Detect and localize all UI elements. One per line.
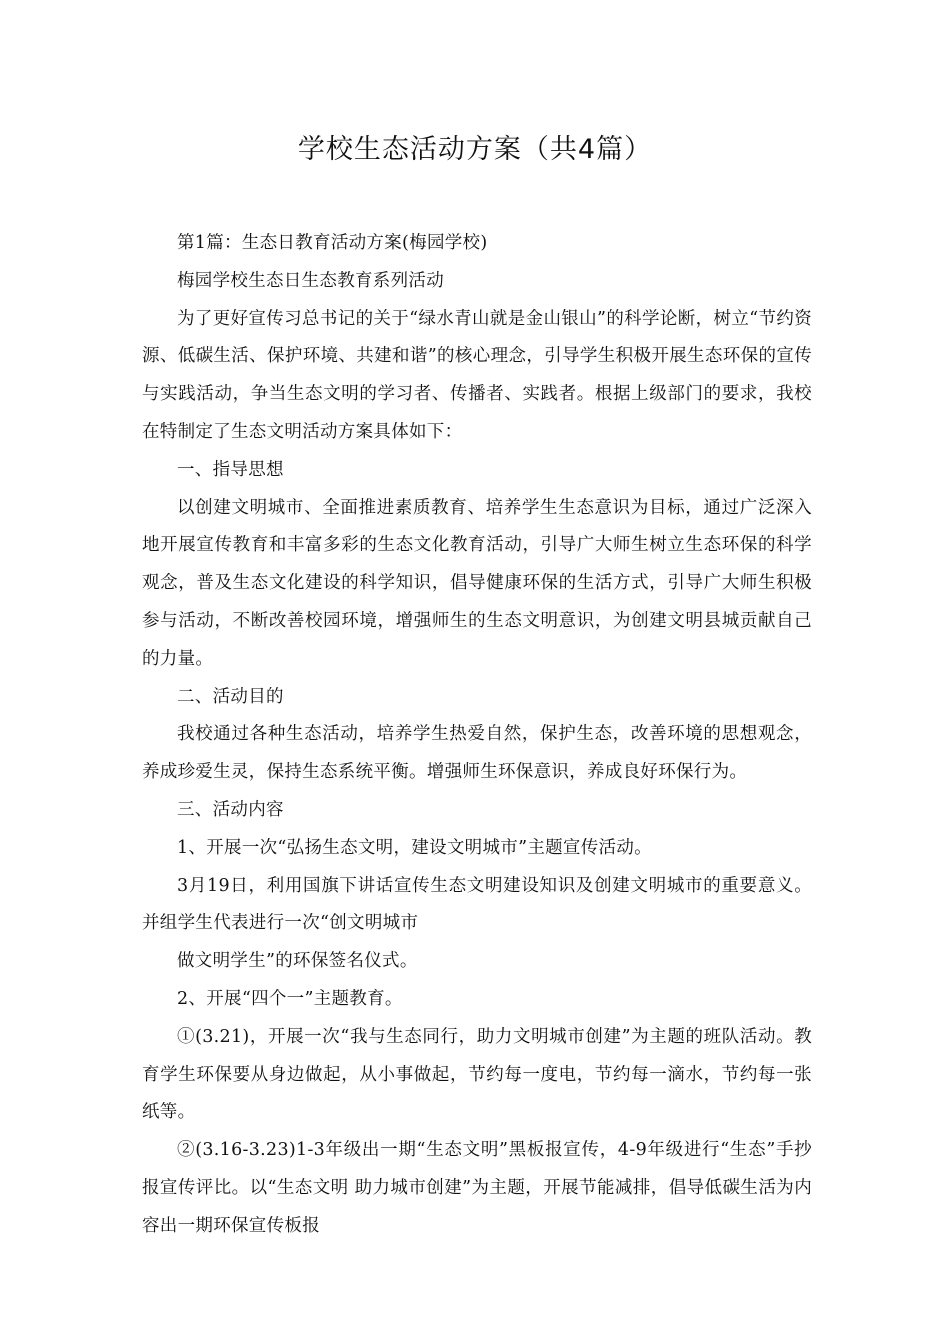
paragraph-item-2-sub-2: ②(3.16-3.23)1-3年级出一期“生态文明”黑板报宣传，4-9年级进行“生态”手抄报宣传评比。以“生态文明 助力城市创建”为主题，开展节能减排，倡导低碳生活为内容出一期环保宣传板报 <box>142 1140 812 1236</box>
section-heading-activity-purpose: 二、活动目的 <box>177 686 284 707</box>
document-title: 学校生态活动方案（共4篇） <box>297 134 653 165</box>
paragraph-part-heading: 第1篇：生态日教育活动方案(梅园学校) <box>177 233 488 253</box>
paragraph-subtitle: 梅园学校生态日生态教育系列活动 <box>177 270 444 291</box>
paragraph-item-1: 1、开展一次“弘扬生态文明，建设文明城市”主题宣传活动。 <box>177 837 652 858</box>
document-body <box>142 225 812 1246</box>
paragraph-item-2-sub-1: ①(3.21)，开展一次“我与生态同行，助力文明城市创建”为主题的班队活动。教育学生环保要从身边做起，从小事做起，节约每一度电，节约每一滴水，节约每一张纸等。 <box>142 1026 812 1123</box>
paragraph-item-2: 2、开展“四个一”主题教育。 <box>177 988 403 1009</box>
paragraph-intro: 为了更好宣传习总书记的关于“绿水青山就是金山银山”的科学论断，树立“节约资源、低碳生活、保护环境、共建和谐”的核心理念，引导学生积极开展生态环保的宣传与实践活动，争当生态文明的学习者、传播者、实践者。根据上级部门的要求，我校在特制定了生态文明活动方案具体如下： <box>142 308 812 442</box>
paragraph-item-1-detail: 3月19日，利用国旗下讲话宣传生态文明建设知识及创建文明城市的重要意义。并组学生代表进行一次“创文明城市 <box>142 875 812 934</box>
paragraph-item-1-detail-cont: 做文明学生”的环保签名仪式。 <box>177 951 418 972</box>
section-heading-guiding-ideology: 一、指导思想 <box>177 459 284 480</box>
paragraph-activity-purpose: 我校通过各种生态活动，培养学生热爱自然，保护生态，改善环境的思想观念，养成珍爱生灵，保持生态系统平衡。增强师生环保意识，养成良好环保行为。 <box>142 724 812 783</box>
section-heading-activity-content: 三、活动内容 <box>177 799 284 820</box>
paragraph-guiding-ideology: 以创建文明城市、全面推进素质教育、培养学生生态意识为目标，通过广泛深入地开展宣传教育和丰富多彩的生态文化教育活动，引导广大师生树立生态环保的科学观念，普及生态文化建设的科学知识，倡导健康环保的生活方式，引导广大师生积极参与活动，不断改善校园环境，增强师生的生态文明意识，为创建文明县城贡献自己的力量。 <box>142 497 812 669</box>
